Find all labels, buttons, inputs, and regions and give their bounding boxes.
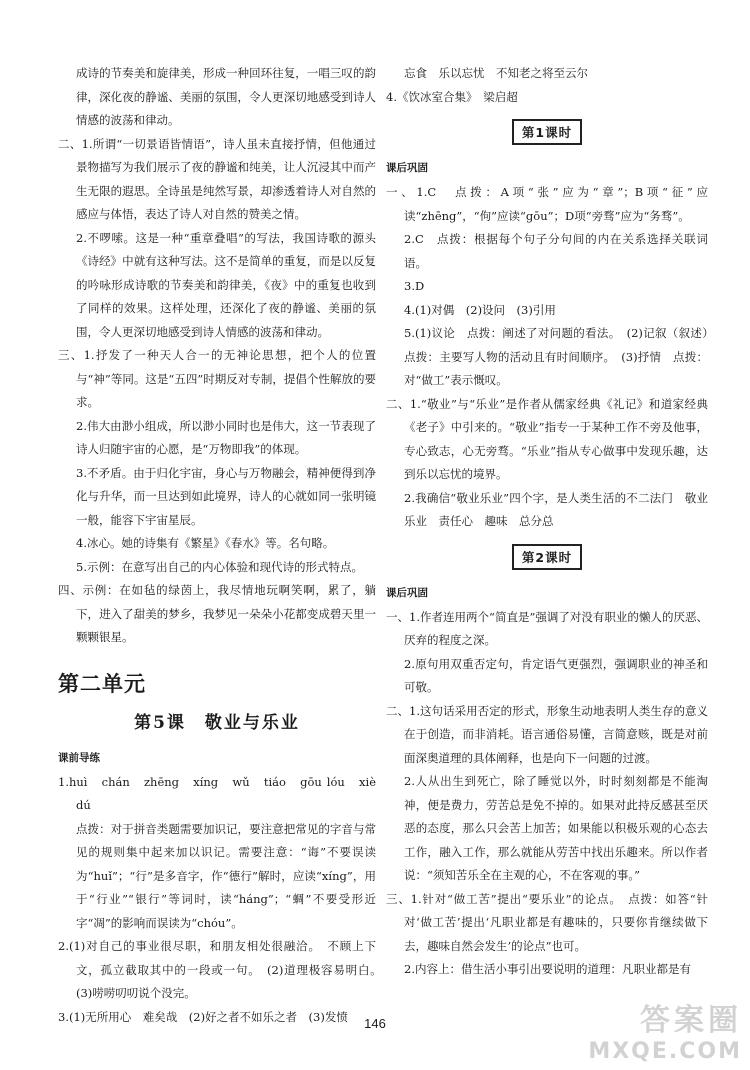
right_bottom-paragraph: 二、1.这句话采用否定的形式，形象生动地表明人类生存的意义在于创造，而非消耗。语言通俗易懂，言简意赅，既是对前面深奥道理的具体阐释，也是向下一问题的过渡。 <box>386 703 708 765</box>
page-number: 146 <box>364 1016 386 1031</box>
right_bottom-paragraph: 2.原句用双重否定句，肯定语气更强烈，强调职业的神圣和可敬。 <box>404 656 708 694</box>
watermark <box>588 995 742 1064</box>
left2-paragraph: 1.huì chán zhēng xíng wǔ tiáo gōu lóu xiè dú <box>58 774 388 812</box>
left-paragraph: 三、1.抒发了一种天人合一的无神论思想，把个人的位置与“神”等同。这是“五四”时期反对专制，提倡个性解放的要求。 <box>58 348 376 409</box>
after-class-label-1: 课后巩固 <box>386 162 428 174</box>
after-class-label-2: 课后巩固 <box>386 586 428 599</box>
left-paragraph: 二、1.所谓“一切景语皆情语”，诗人虽未直接抒情，但他通过景物描写为我们展示了夜的静谧和纯美，让人沉浸其中而产生无限的遐思。全诗虽是纯然写景，却渗透着诗人对自然的感应与体悟，表达了诗人对自然的赞美之情。 <box>58 136 376 221</box>
right_mid-paragraph: 一、1.C 点拨：A项“张”应为“章”；B项“征”应读“zhēng”，“佝”应读“gōu”；D项“旁骛”应为“务骛”。 <box>386 185 708 223</box>
lesson-2-label: 第2课时 <box>512 544 582 570</box>
left-paragraphs-2 <box>58 771 388 1030</box>
right_mid-paragraph: 4.(1)对偶 (2)设问 (3)引用 <box>404 302 556 317</box>
right-mid-paragraphs <box>386 181 720 534</box>
right_mid-paragraph: 2.我确信“敬业乐业”四个字，是人类生活的不二法门 敬业 乐业 责任心 趣味 总分总 <box>404 490 720 528</box>
left-paragraph: 2.伟大由渺小组成，所以渺小同时也是伟大，这一节表现了诗人归随宇宙的心愿，是“万物即我”的体现。 <box>76 418 376 456</box>
unit-title: 第二单元 <box>58 671 146 696</box>
left-paragraphs <box>58 62 376 650</box>
watermark-logo-text: 答案圈 <box>640 1003 742 1038</box>
left2-paragraph: 3.(1)无所用心 难矣哉 (2)好之者不如乐之者 (3)发愤 <box>58 1009 348 1024</box>
left-paragraph: 4.冰心。她的诗集有《繁星》《春水》等。名句略。 <box>76 536 335 550</box>
right_bottom-paragraph: 三、1.针对“做工苦”提出“要乐业”的论点。 点拨：如答“针对‘做工苦’提出‘凡职业都是有趣味的，只要你肯继续做下去，趣味自然会发生’的论点”也可。 <box>386 891 708 953</box>
left2-paragraph: 点拨：对于拼音类题需要加识记，要注意把常见的字音与常见的规则集中起来加以识记。需要注意：“诲”不要误读为“huǐ”；“行”是多音字，作“德行”解时，应读“xíng”，用于“行业”“银行”等词时，读“háng”；“蜩”不要受形近字“凋”的影响而误读为“chóu”。 <box>76 821 376 930</box>
right-column <box>386 62 720 982</box>
right_top-paragraph: 忘食 乐以忘忧 不知老之将至云尔 <box>404 66 588 80</box>
right_top-paragraph: 4.《饮冰室合集》 梁启超 <box>386 89 518 104</box>
right-top-paragraphs <box>386 62 708 109</box>
lesson-1-label: 第1课时 <box>512 119 582 145</box>
left-paragraph: 3.不矛盾。由于归化宇宙，身心与万物融会，精神便得到净化与升华，而一旦达到如此境界，诗人的心就如同一张明镜一般，能容下宇宙星辰。 <box>76 465 376 527</box>
right_mid-paragraph: 2.C 点拨：根据每个句子分句间的内在关系选择关联词语。 <box>404 232 708 270</box>
lesson-title: 第5课 敬业与乐业 <box>134 712 300 733</box>
right_mid-paragraph: 5.(1)议论 点拨：阐述了对问题的看法。 (2)记叙（叙述） 点拨：主要写人物的活动且有时间顺序。 (3)抒情 点拨：对“做工”表示慨叹。 <box>404 326 720 387</box>
lesson-2-box <box>386 544 708 570</box>
left-paragraph: 成诗的节奏美和旋律美，形成一种回环往复，一唱三叹的韵律，深化夜的静谧、美丽的氛围，令人更深切地感受到诗人情感的波荡和律动。 <box>76 66 376 127</box>
right_bottom-paragraph: 2.人从出生到死亡，除了睡觉以外，时时刻刻都是不能淘神，便是费力，劳苦总是免不掉的。如果对此持反感甚至厌恶的态度，那么只会苦上加苦；如果能以积极乐观的心态去工作，融入工作，那么就能从劳苦中找出乐趣来。所以作者说：“须知苦乐全在主观的心，不在客观的事。” <box>404 774 708 882</box>
watermark-url: MXQE.COM <box>588 1039 742 1064</box>
left-paragraph: 四、示例：在如毡的绿茵上，我尽情地玩啊笑啊，累了，躺下，进入了甜美的梦乡，我梦见一朵朵小花都变成碧天里一颗颗银星。 <box>58 583 376 644</box>
lesson-1-box <box>386 119 708 145</box>
left-paragraph: 5.示例：在意写出自己的内心体验和现代诗的形式特点。 <box>76 559 363 574</box>
pre-class-label: 课前导练 <box>58 751 100 764</box>
right_bottom-paragraph: 一、1.作者连用两个“简直是”强调了对没有职业的懒人的厌恶、厌弃的程度之深。 <box>386 609 708 647</box>
left2-paragraph: 2.(1)对自己的事业很尽职，和朋友相处很融洽。 不顾上下文，孤立截取其中的一段或一句。 (2)道理极容易明白。 (3)唠唠叨叨说个没完。 <box>58 939 388 1000</box>
right_bottom-paragraph: 2.内容上：借生活小事引出要说明的道理：凡职业都是有 <box>404 962 691 976</box>
right-bottom-paragraphs <box>386 606 708 982</box>
right_mid-paragraph: 二、1.“敬业”与“乐业”是作者从儒家经典《礼记》和道家经典《老子》中引来的。“敬业”指专一于某种工作不旁及他事，专心致志，心无旁骛。“乐业”指从专心做事中发现乐趣，达到乐以忘忧的境界。 <box>386 396 708 481</box>
right_mid-paragraph: 3.D <box>404 279 425 293</box>
left-paragraph: 2.不啰嗦。这是一种“重章叠唱”的写法，我国诗歌的源头《诗经》中就有这种写法。这不是简单的重复，而是以反复的吟咏形成诗歌的节奏美和韵律美，《夜》中的重复也收到了同样的效果。这样处理，还深化了夜的静谧、美丽的氛围，令人更深切地感受到诗人情感的波荡和律动。 <box>76 230 376 339</box>
